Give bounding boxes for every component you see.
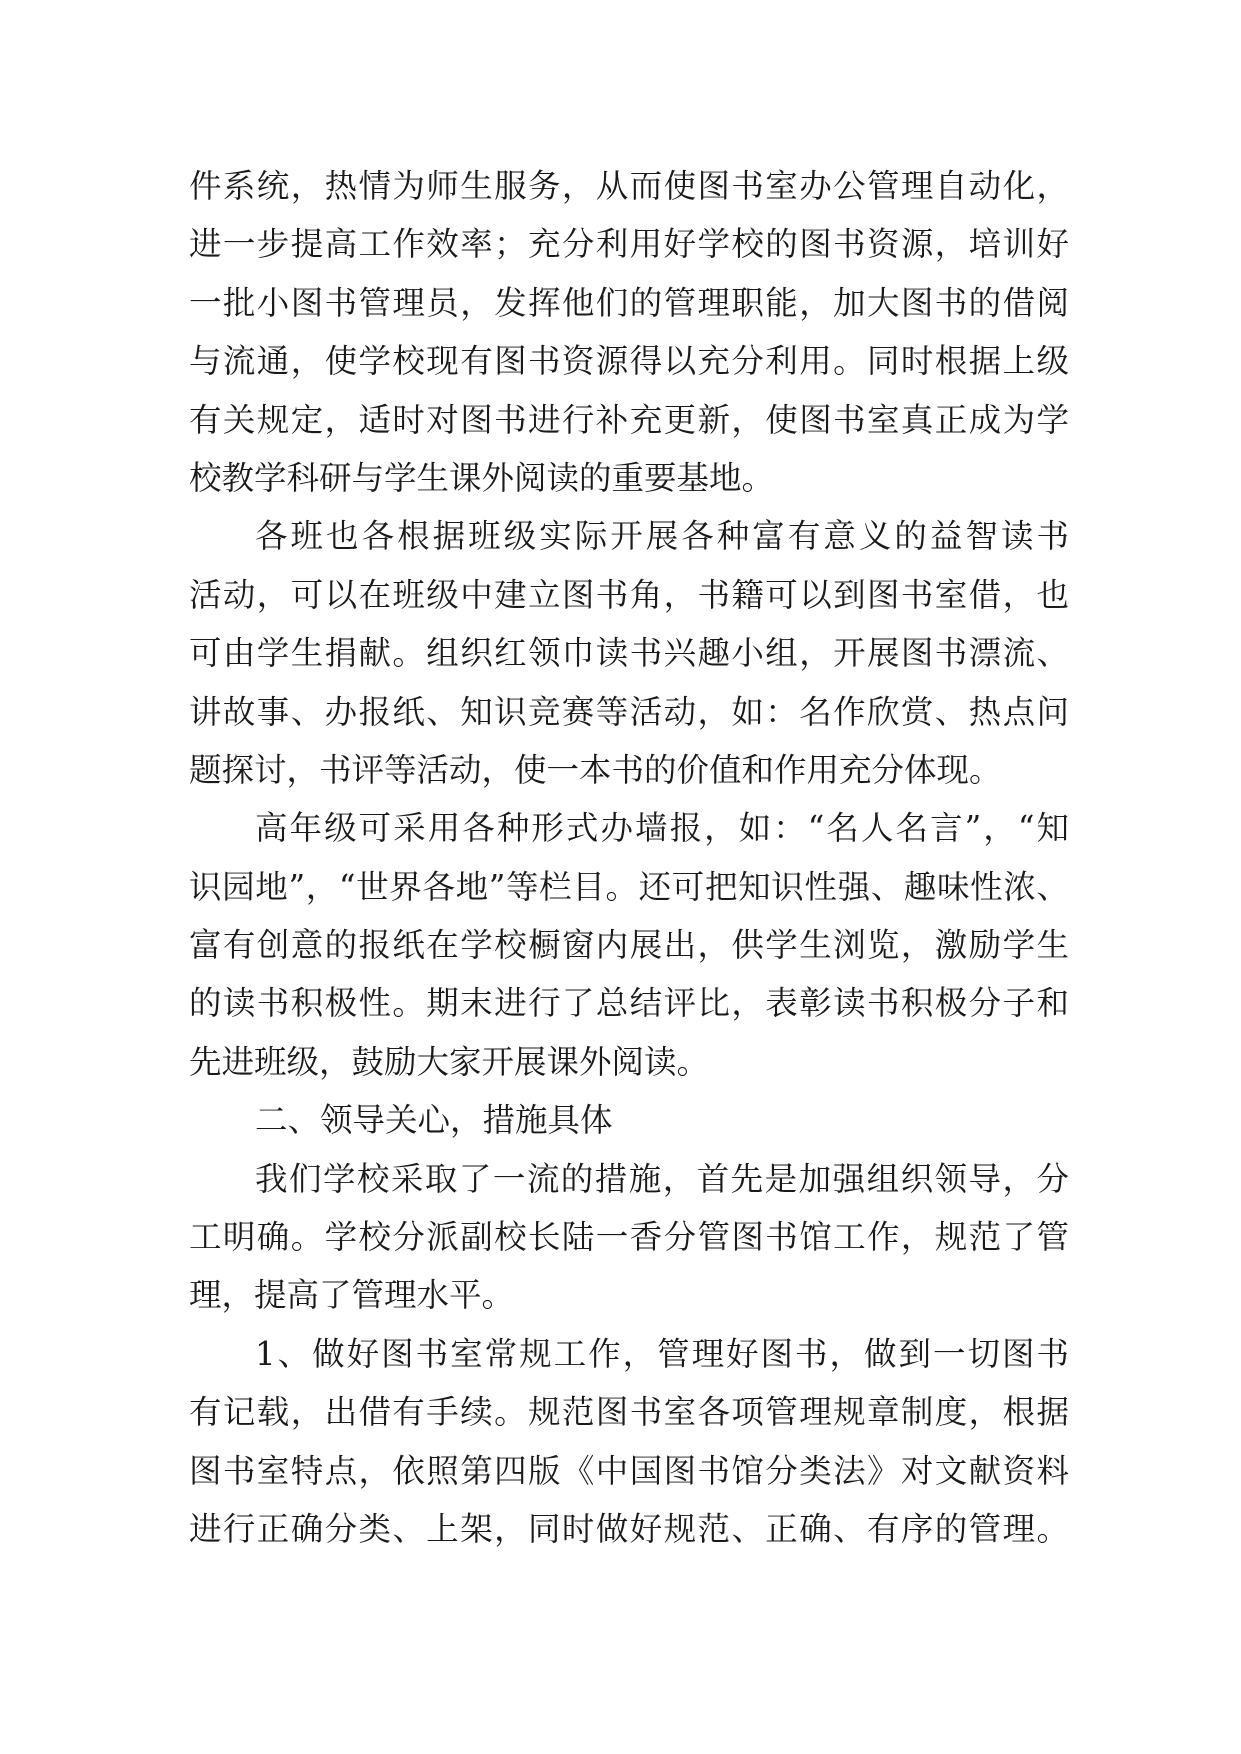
text-line: 理，提高了管理水平。 (189, 1276, 515, 1315)
text-line: 讲故事、办报纸、知识竞赛等活动，如：名作欣赏、热点问 (189, 692, 1069, 731)
section-heading: 二、领导关心，措施具体 (255, 1101, 613, 1140)
text-line: 工明确。学校分派副校长陆一香分管图书馆工作，规范了管 (189, 1218, 1069, 1257)
text-line: 先进班级，鼓励大家开展课外阅读。 (189, 1042, 710, 1081)
text-line: 活动，可以在班级中建立图书角，书籍可以到图书室借，也 (189, 575, 1069, 614)
text-line: 图书室特点，依照第四版《中国图书馆分类法》对文献资料 (189, 1451, 1069, 1490)
paragraph-first-line: 各班也各根据班级实际开展各种富有意义的益智读书 (255, 517, 1069, 556)
text-line: 有记载，出借有手续。规范图书室各项管理规章制度，根据 (189, 1393, 1069, 1432)
text-line: 与流通，使学校现有图书资源得以充分利用。同时根据上级 (189, 342, 1069, 381)
text-line: 件系统，热情为师生服务，从而使图书室办公管理自动化， (189, 167, 1069, 205)
text-line: 识园地”，“世界各地”等栏目。还可把知识性强、趣味性浓、 (189, 867, 1069, 906)
text-line: 校教学科研与学生课外阅读的重要基地。 (189, 458, 775, 497)
paragraph-first-line: 我们学校采取了一流的措施，首先是加强组织领导，分 (255, 1159, 1069, 1198)
text-line: 富有创意的报纸在学校橱窗内展出，供学生浏览，激励学生 (189, 926, 1069, 965)
text-line: 可由学生捐献。组织红领巾读书兴趣小组，开展图书漂流、 (189, 634, 1069, 673)
text-line: 的读书积极性。期末进行了总结评比，表彰读书积极分子和 (189, 984, 1069, 1023)
text-line: 一批小图书管理员，发挥他们的管理职能，加大图书的借阅 (189, 283, 1069, 322)
paragraph-first-line: 高年级可采用各种形式办墙报，如：“名人名言”，“知 (255, 809, 1069, 848)
text-line: 题探讨，书评等活动，使一本书的价值和作用充分体现。 (189, 750, 1002, 789)
body-text (189, 157, 1069, 1558)
text-line: 有关规定，适时对图书进行补充更新，使图书室真正成为学 (189, 400, 1069, 439)
text-line: 进一步提高工作效率；充分利用好学校的图书资源，培训好 (189, 225, 1069, 264)
text-line: 进行正确分类、上架，同时做好规范、正确、有序的管理。 (189, 1509, 1069, 1548)
paragraph-first-line: 1、做好图书室常规工作，管理好图书，做到一切图书 (255, 1334, 1069, 1373)
